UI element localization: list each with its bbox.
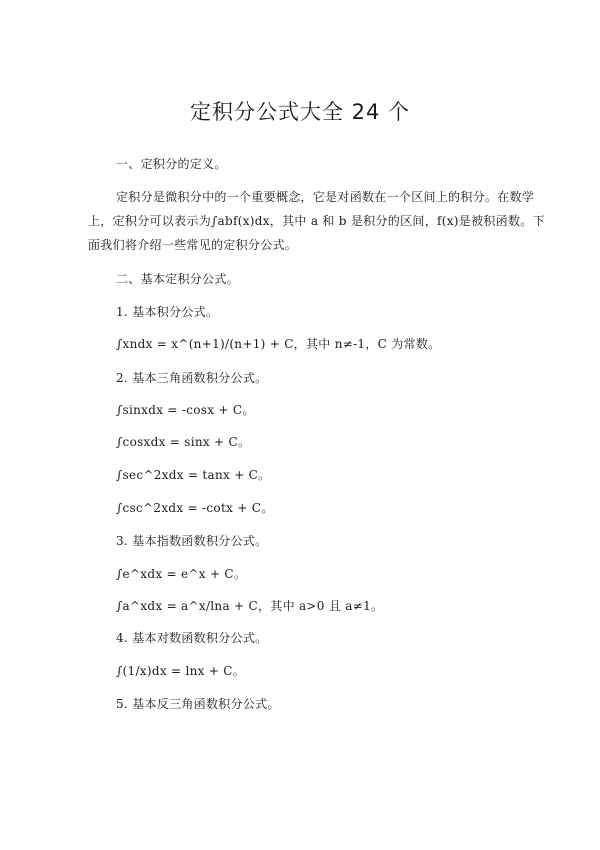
- section-heading-basic-formulas: 二、基本定积分公式。: [116, 272, 240, 286]
- formula-sec2: ∫sec^2xdx = tanx + C。: [116, 468, 271, 482]
- item-label-2: 2. 基本三角函数积分公式。: [116, 371, 268, 385]
- item-label-5: 5. 基本反三角函数积分公式。: [116, 697, 280, 711]
- formula-csc2: ∫csc^2xdx = -cotx + C。: [116, 501, 274, 515]
- item-label-3: 3. 基本指数函数积分公式。: [116, 534, 268, 548]
- formula-exp-e: ∫e^xdx = e^x + C。: [116, 567, 247, 581]
- paragraph-line-3: 面我们将介绍一些常见的定积分公式。: [88, 238, 298, 252]
- formula-power: ∫xndx = x^(n+1)/(n+1) + C，其中 n≠-1，C 为常数。: [116, 337, 441, 351]
- item-label-4: 4. 基本对数函数积分公式。: [116, 631, 268, 645]
- formula-exp-a: ∫a^xdx = a^x/lna + C，其中 a>0 且 a≠1。: [116, 599, 384, 613]
- paragraph-line-2: 上，定积分可以表示为∫abf(x)dx，其中 a 和 b 是积分的区间，f(x)是被积函数。下: [88, 214, 545, 228]
- formula-sin: ∫sinxdx = -cosx + C。: [116, 403, 255, 417]
- formula-cos: ∫cosxdx = sinx + C。: [116, 435, 251, 449]
- formula-log: ∫(1/x)dx = lnx + C。: [116, 664, 246, 678]
- page-title: 定积分公式大全 24 个: [189, 100, 411, 124]
- item-label-1: 1. 基本积分公式。: [116, 305, 219, 319]
- section-heading-definition: 一、定积分的定义。: [116, 157, 227, 171]
- paragraph-line-1: 定积分是微积分中的一个重要概念，它是对函数在一个区间上的积分。在数学: [116, 190, 535, 204]
